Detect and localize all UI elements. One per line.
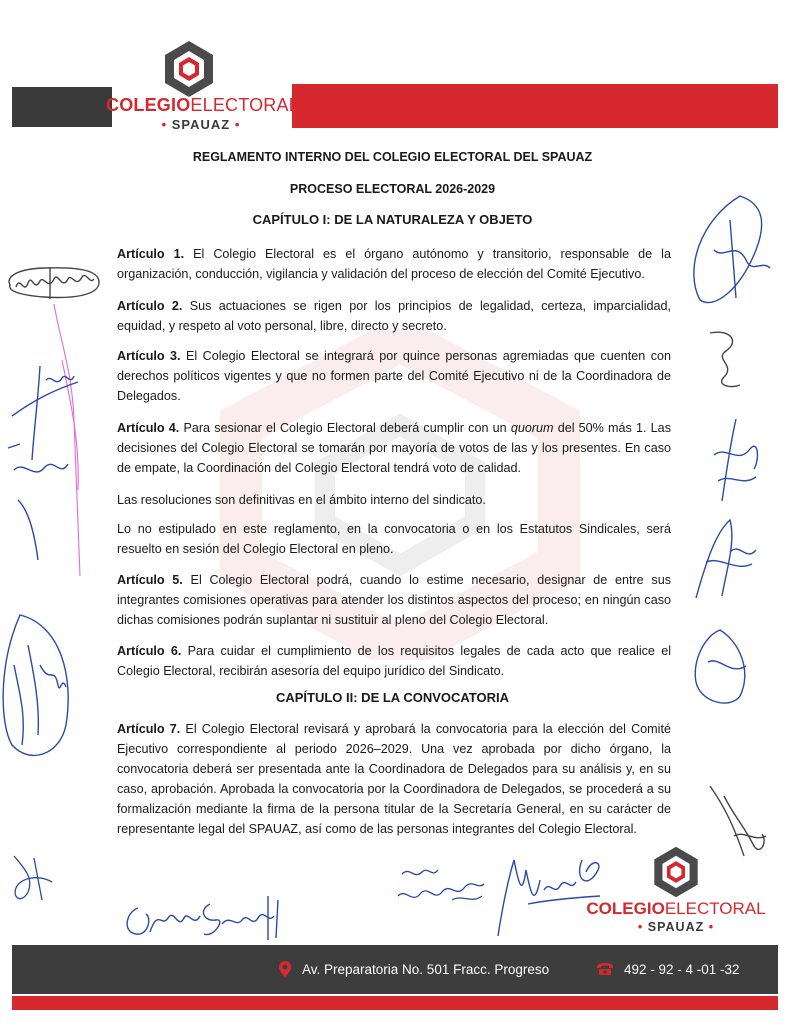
address-text: Av. Preparatoria No. 501 Fracc. Progreso <box>302 961 550 977</box>
logo-dot-right: • <box>234 117 241 132</box>
location-pin-icon <box>278 960 292 978</box>
article-text: El Colegio Electoral podrá, cuando lo estime necesario, designar de entre sus integrantes comisiones operativas para atender los distintos aspectos del proceso; en ningún caso dichas comisiones podrán suplantar ni sustituir al pleno del Colegio Electoral. <box>117 573 672 627</box>
article-label: Artículo 2. <box>117 299 183 313</box>
footer-red-strip <box>12 996 778 1010</box>
signature-right-2 <box>700 325 750 395</box>
article-5 <box>117 570 671 630</box>
header-red-bar <box>292 84 778 128</box>
article-label: Artículo 6. <box>117 644 182 658</box>
chapter-2-heading: CAPÍTULO II: DE LA CONVOCATORIA <box>275 690 510 705</box>
article-text: Para sesionar el Colegio Electoral deberá cumplir con un <box>183 421 507 435</box>
logo-sub: SPAUAZ <box>171 117 231 132</box>
article-text: El Colegio Electoral es el órgano autónomo y transitorio, responsable de la organización, conducción, vigilancia y validación del proceso de elección del Comité Ejecutivo. <box>117 247 671 281</box>
phone-icon <box>596 962 614 976</box>
signature-right-6 <box>704 776 774 866</box>
logo-dot-left: • <box>161 117 168 132</box>
article-2 <box>117 296 671 336</box>
article-7 <box>117 719 671 839</box>
article-6 <box>117 641 671 681</box>
footer-address <box>278 958 549 980</box>
signature-bottom-1 <box>118 888 288 948</box>
article-label: Artículo 3. <box>117 349 181 363</box>
header-logo-wordmark <box>106 95 299 132</box>
article-text: Sus actuaciones se rigen por los principios de legalidad, certeza, imparcialidad, equidad, y respeto al voto personal, libre, directo y secreto. <box>117 299 672 333</box>
article-label: Artículo 5. <box>117 573 183 587</box>
logo-name-light: ELECTORAL <box>664 899 766 918</box>
article-text: El Colegio Electoral revisará y aprobará la convocatoria para la elección del Comité Ejecutivo correspondiente al periodo 2026–2029. Una vez aprobada por dicho órgano, la convocatoria deberá ser presentada ante la Coordinadora de Delegados para su análisis y, en su caso, aprobación. Aprobada la convocatoria por la Coordinadora de Delegados, se procederá a su formalización mediante la firma de la persona titular de la Secretaría General, en su carácter de representante legal del SPAUAZ, así como de las personas integrantes del Colegio Electoral. <box>117 722 671 836</box>
footer-phone <box>596 958 740 980</box>
logo-name-light: ELECTORAL <box>190 95 299 115</box>
footer-logo-wordmark <box>586 900 766 934</box>
logo-dot-left: • <box>637 920 644 934</box>
hexagon-logo-bottom-icon <box>648 844 704 900</box>
process-title: PROCESO ELECTORAL 2026-2029 <box>289 182 496 196</box>
signature-right-3 <box>706 415 766 505</box>
logo-dot-right: • <box>708 920 715 934</box>
signature-bottom-2 <box>392 860 492 920</box>
signature-left-2 <box>4 360 84 570</box>
article-label: Artículo 7. <box>117 722 181 736</box>
article-text: Para cuidar el cumplimiento de los requisitos legales de cada acto que realice el Colegio Electoral, recibirán asesoría del equipo jurídico del Sindicato. <box>117 644 671 678</box>
article-text: El Colegio Electoral se integrará por quince personas agremiadas que cuenten con derechos políticos vigentes y que no formen parte del Comité Ejecutivo ni de la Coordinadora de Delegados. <box>117 349 671 403</box>
phone-text: 492 - 92 - 4 -01 -32 <box>624 961 740 977</box>
logo-name-bold: COLEGIO <box>586 899 665 918</box>
document-title: REGLAMENTO INTERNO DEL COLEGIO ELECTORAL DEL SPAUAZ <box>192 150 593 164</box>
article-text: del 50% más 1. Las decisiones del Colegio Electoral se tomarán por mayoría de votos de las y los presentes. En caso de empate, la Coordinación del Colegio Electoral tendrá voto de calidad. <box>117 421 671 475</box>
signature-left-3 <box>0 605 75 765</box>
logo-name-bold: COLEGIO <box>106 95 191 115</box>
signature-right-1 <box>680 190 780 310</box>
article-emphasis: quorum <box>510 421 554 435</box>
logo-sub: SPAUAZ <box>647 920 705 934</box>
article-label: Artículo 1. <box>117 247 185 261</box>
article-4-paragraph-2: Las resoluciones son definitivas en el ámbito interno del sindicato. <box>117 493 486 507</box>
signature-right-4 <box>686 512 766 602</box>
hexagon-logo-icon <box>158 38 220 100</box>
chapter-1-heading: CAPÍTULO I: DE LA NATURALEZA Y OBJETO <box>252 212 533 227</box>
article-3 <box>117 346 671 406</box>
article-4-paragraph-3: Lo no estipulado en este reglamento, en la convocatoria o en los Estatutos Sindicales, será resuelto en sesión del Colegio Electoral en pleno. <box>117 522 671 556</box>
article-1 <box>117 244 671 284</box>
article-label: Artículo 4. <box>117 421 180 435</box>
signature-left-4 <box>4 848 64 908</box>
article-4 <box>117 418 671 478</box>
signature-right-5 <box>680 622 760 712</box>
header-gray-bar <box>12 87 112 127</box>
